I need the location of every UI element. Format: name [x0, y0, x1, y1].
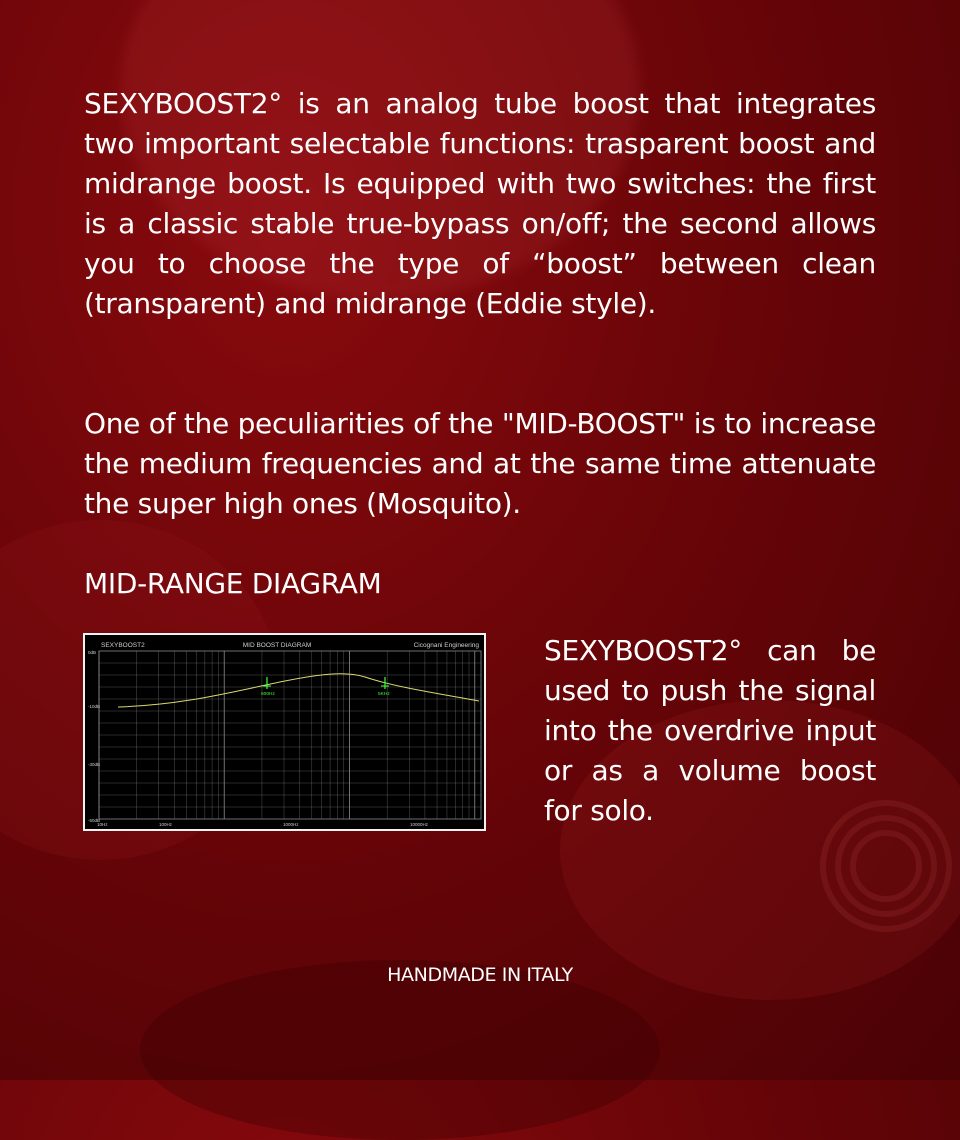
footer-tagline: HANDMADE IN ITALY	[387, 964, 573, 986]
diagram-heading: MID-RANGE DIAGRAM	[84, 567, 382, 600]
mid-range-diagram	[83, 633, 486, 831]
y-label-0db: 0dB	[88, 650, 97, 655]
marker-600hz-label: 600Hz	[261, 692, 275, 697]
diagram-header-center: MID BOOST DIAGRAM	[242, 642, 312, 649]
diagram-plot	[85, 635, 484, 829]
x-label-100hz: 100Hz	[159, 822, 173, 827]
background-shadow-shape	[140, 960, 660, 1140]
diagram-grid	[99, 651, 481, 819]
x-label-10hz: 10Hz	[97, 822, 108, 827]
x-label-1000hz: 1000Hz	[283, 822, 299, 827]
x-label-10000hz: 10000Hz	[410, 822, 429, 827]
diagram-header-right: Cicognani Engineering	[413, 642, 479, 649]
marker-5khz-label: 5KHz	[378, 692, 390, 697]
y-label-minus30db: -30dB	[88, 762, 101, 767]
diagram-header-left: SEXYBOOST2	[101, 642, 145, 649]
peculiarity-paragraph: One of the peculiarities of the "MID-BOOST" is to increase the medium frequencies and at the same time attenuate the super high ones (Mosquito).	[84, 407, 876, 520]
side-paragraph: SEXYBOOST2° can be used to push the signal into the overdrive input or as a volume boost for solo.	[544, 634, 876, 827]
intro-paragraph: SEXYBOOST2° is an analog tube boost that integrates two important selectable functions: trasparent boost and midrange boost. Is equipped with two switches: the first is a classic stable true-bypass on/off; the second allows you to choose the type of “boost” between clean (transparent) and midrange (Eddie style).	[84, 87, 876, 320]
y-label-minus50db: -50dB	[88, 818, 101, 823]
background-ring	[850, 830, 922, 902]
y-label-minus10db: -10dB	[88, 704, 101, 709]
